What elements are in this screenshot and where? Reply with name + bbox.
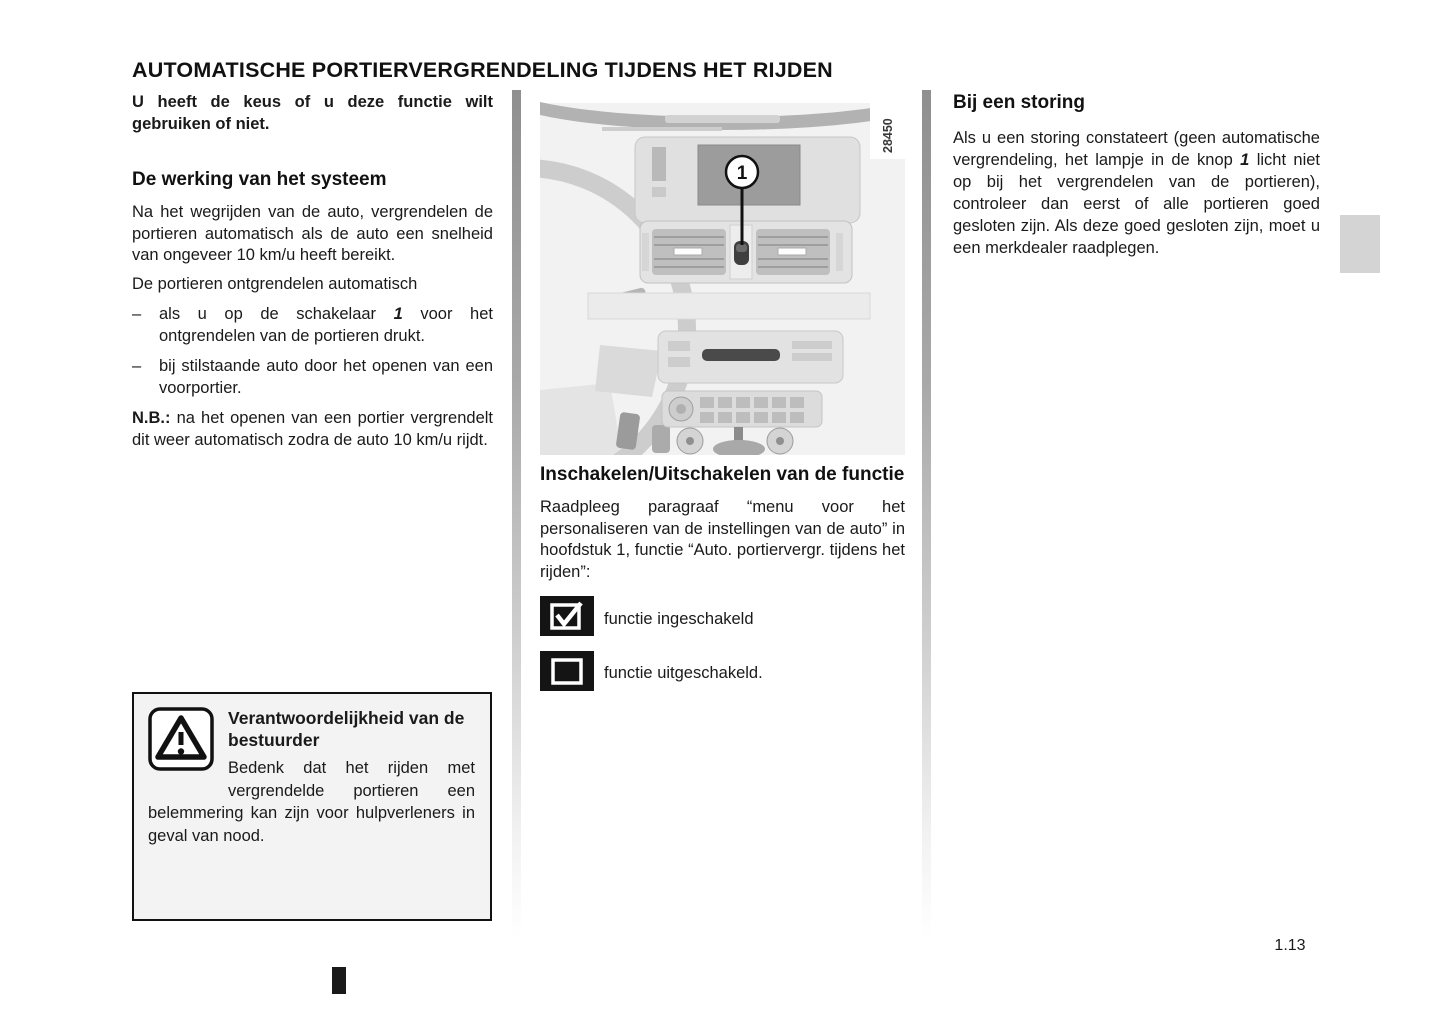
warning-body: Bedenk dat het rijden met vergrendelde portieren een belemmering kan zijn voor hulpverleners in geval van nood. (148, 759, 475, 845)
column-divider-left (512, 90, 521, 938)
storing-post: licht niet op bij het vergrendelen van de portieren), controleer dan eerst of alle portieren goed gesloten zijn. Als deze goed gesloten zijn, moet u een merkdealer raadplegen. (953, 151, 1320, 257)
option-row-disabled (540, 651, 905, 698)
print-registration-mark (332, 967, 346, 994)
section-heading-inschakelen: Inschakelen/Uitschakelen van de functie (540, 464, 905, 485)
switch-ref-number: 1 (1240, 151, 1250, 169)
option-label: functie ingeschakeld (604, 609, 754, 628)
paragraph-werking-1: Na het wegrijden van de auto, vergrendelen de portieren automatisch als de auto een snelheid van ongeveer 10 km/u heeft bereikt. (132, 203, 493, 264)
switch-ref-number: 1 (393, 305, 403, 323)
chapter-tab-marker (1340, 215, 1380, 273)
page-number: 1.13 (1274, 937, 1306, 954)
dashboard-figure (540, 95, 905, 455)
bullet1-pre: als u op de schakelaar (159, 305, 394, 323)
bullet-dash: – (132, 305, 142, 323)
middle-column (540, 462, 905, 697)
vent-handle (674, 248, 702, 255)
column-divider-right (922, 90, 931, 938)
warning-heading: Verantwoordelijkheid van de bestuurder (228, 708, 465, 750)
right-column (953, 91, 1320, 259)
warning-box (132, 692, 492, 921)
storing-pre: Als u een storing constateert (geen automatische vergrendeling, het lampje in de knop (953, 129, 1320, 169)
note-paragraph (132, 408, 493, 451)
figure-number: 28450 (881, 118, 895, 153)
left-column (132, 92, 493, 451)
note-label: N.B.: (132, 409, 171, 427)
paragraph-storing (953, 127, 1320, 259)
paragraph-werking-2: De portieren ontgrendelen automatisch (132, 274, 418, 293)
steering-column (595, 345, 662, 397)
bullet-text: bij stilstaande auto door het openen van een voorportier. (159, 357, 493, 397)
option-row-enabled (540, 596, 905, 643)
intro-paragraph: U heeft de keus of u deze functie wilt gebruiken of niet. (132, 93, 493, 133)
vent-handle (778, 248, 806, 255)
page-title: AUTOMATISCHE PORTIERVERGRENDELING TIJDENS HET RIJDEN (132, 58, 833, 83)
callout-label: 1 (736, 163, 748, 184)
section-heading-storing: Bij een storing (953, 92, 1085, 113)
bullet-dash: – (132, 357, 142, 375)
bullet-item-1 (132, 304, 493, 347)
option-label: functie uitgeschakeld. (604, 664, 763, 682)
pedal (652, 425, 670, 453)
note-text: na het openen van een portier vergrendelt dit weer automatisch zodra de auto 10 km/u rijdt. (132, 409, 493, 449)
bullet1-post: voor het ontgrendelen van de portieren drukt. (159, 305, 493, 345)
section-heading-werking: De werking van het systeem (132, 169, 387, 190)
checkbox-checked-icon (540, 596, 594, 643)
paragraph-inschakelen: Raadpleeg paragraaf “menu voor het personaliseren van de instellingen van de auto” in hoofdstuk 1, functie “Auto. portiervergr. tijdens het rijden”: (540, 498, 905, 581)
cd-slot (702, 349, 780, 361)
bullet-item-2 (132, 356, 493, 399)
warning-triangle-icon (148, 707, 228, 799)
checkbox-unchecked-icon (540, 651, 594, 698)
bullet-text (159, 304, 493, 347)
wiper-icon (602, 127, 722, 131)
